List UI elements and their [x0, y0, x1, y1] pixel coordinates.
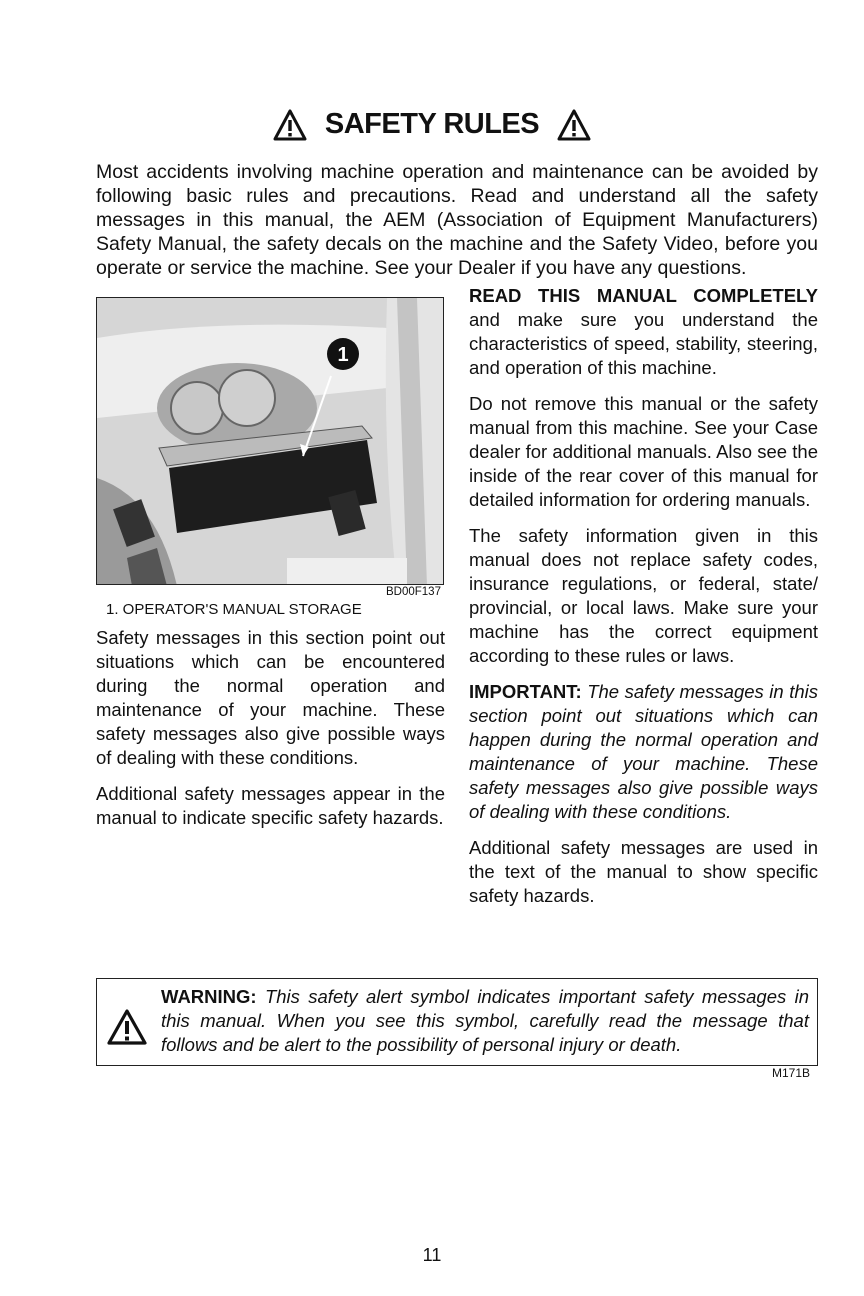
left-paragraph-2: Additional safety messages appear in the manual to indicate specific safety hazards.: [96, 783, 445, 828]
read-manual-heading: READ THIS MANUAL COMPLETELY: [469, 285, 818, 306]
right-paragraph-1: and make sure you understand the characteristics of speed, stability, steering, and operation of this machine.: [469, 309, 818, 378]
page-number: 11: [422, 1245, 442, 1265]
important-paragraph: [469, 680, 818, 824]
figure-caption: 1. OPERATOR'S MANUAL STORAGE: [106, 601, 362, 618]
warning-triangle-icon: [557, 109, 591, 141]
title-text: SAFETY RULES: [324, 108, 540, 140]
callout-number: 1: [337, 344, 349, 366]
important-text: The safety messages in this section point out situations which can happen during the normal operation and maintenance of your machine. These safety messages also give possible ways of dealing with these conditions.: [469, 681, 818, 822]
warning-text: [161, 985, 809, 1057]
right-paragraph-2: Do not remove this manual or the safety manual from this machine. See your Case dealer for additional manuals. Also see the inside of the rear cover of this manual for detailed information for ordering manuals.: [469, 393, 818, 510]
warning-label: WARNING:: [161, 986, 257, 1007]
left-paragraph-1: Safety messages in this section point out situations which can be encountered during the normal operation and maintenance of your machine. These safety messages also give possible ways of dealing with these conditions.: [96, 627, 445, 768]
warning-triangle-icon: [107, 1009, 147, 1045]
operator-manual-storage-photo: [96, 297, 444, 585]
figure-code: BD00F137: [386, 586, 441, 598]
photo-illustration: [97, 298, 444, 585]
page-title: [0, 108, 864, 141]
warning-message: This safety alert symbol indicates important safety messages in this manual. When you see this symbol, carefully read the message that follows and be alert to the possibility of personal injury or death.: [161, 986, 810, 1055]
warning-box: [96, 978, 818, 1066]
warning-triangle-icon: [273, 109, 307, 141]
important-label: IMPORTANT:: [469, 681, 582, 702]
right-paragraph-4: Additional safety messages are used in the text of the manual to show specific safety hazards.: [469, 837, 818, 906]
warning-code: M171B: [772, 1066, 811, 1080]
right-paragraph-3: The safety information given in this manual does not replace safety codes, insurance regulations, or federal, state/ provincial, or local laws. Make sure your machine has the correct equipment according to these rules or laws.: [469, 525, 818, 666]
left-column: [96, 626, 445, 842]
intro-paragraph: Most accidents involving machine operation and maintenance can be avoided by following basic rules and precautions. Read and understand all the safety messages in this manual, the AEM (Association of Equipment Manufacturers) Safety Manual, the safety decals on the machine and the Safety Video, before you operate or service the machine. See your Dealer if you have any questions.: [96, 161, 818, 279]
right-column: [469, 284, 818, 920]
